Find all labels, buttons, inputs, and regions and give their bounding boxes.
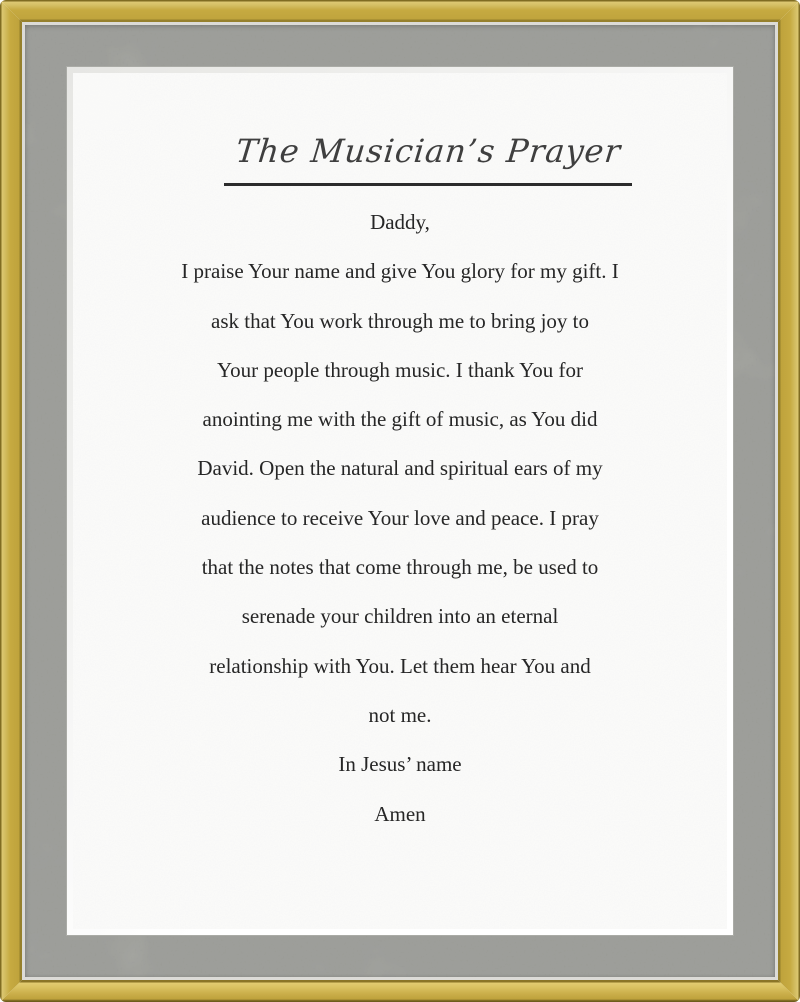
- prayer-line: ask that You work through me to bring joy to: [211, 308, 589, 333]
- prayer-paper: [73, 73, 727, 929]
- prayer-body: [73, 198, 727, 839]
- prayer-line: Your people through music. I thank You for: [217, 357, 583, 382]
- prayer-title: The Musician’s Prayer: [233, 132, 623, 170]
- prayer-line: I praise Your name and give You glory for my gift. I: [181, 259, 619, 284]
- frame-edge-bottom: [0, 980, 800, 1002]
- prayer-line: audience to receive Your love and peace. I pray: [201, 505, 599, 530]
- prayer-content: [73, 73, 727, 929]
- frame-edge-left: [0, 0, 22, 1002]
- title-row: [73, 131, 727, 186]
- prayer-line: not me.: [368, 702, 432, 727]
- prayer-line: Daddy,: [370, 210, 430, 234]
- title-underline: [224, 131, 633, 186]
- prayer-line: anointing me with the gift of music, as You did: [202, 407, 598, 432]
- prayer-line: relationship with You. Let them hear You and: [209, 653, 591, 678]
- frame-edge-top: [0, 0, 800, 22]
- prayer-line: that the notes that come through me, be used to: [201, 555, 599, 580]
- frame-edge-right: [778, 0, 800, 1002]
- prayer-line: David. Open the natural and spiritual ears of my: [197, 456, 603, 481]
- prayer-line: serenade your children into an eternal: [241, 604, 559, 629]
- prayer-line: Amen: [374, 801, 426, 826]
- prayer-line: In Jesus’ name: [338, 752, 462, 777]
